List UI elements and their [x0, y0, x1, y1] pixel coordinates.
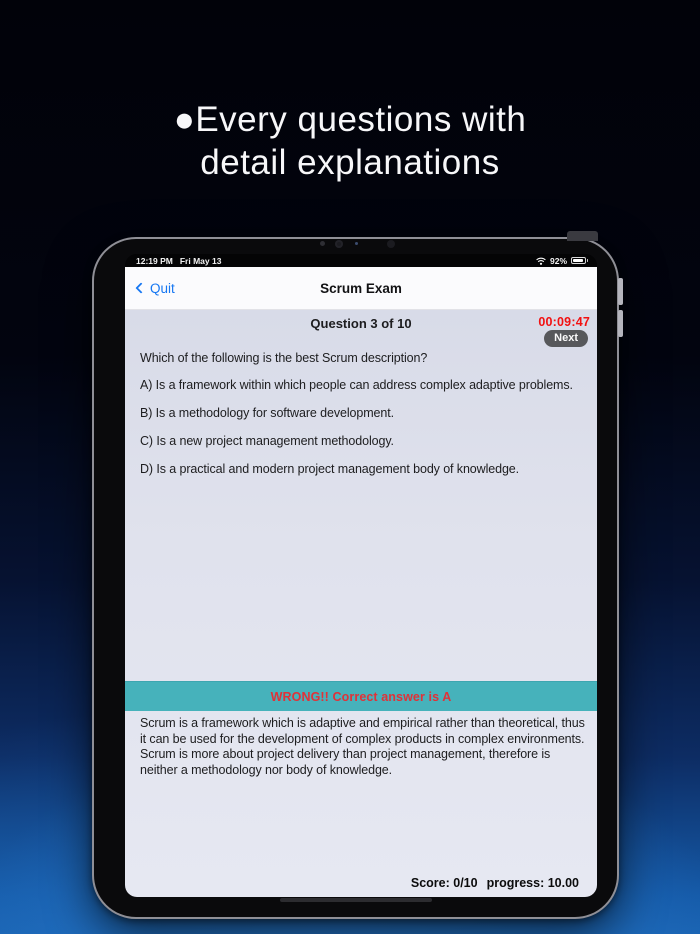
front-sensor-dot: [320, 241, 325, 246]
score-line: [411, 876, 579, 890]
front-camera-icon: [387, 240, 395, 248]
result-banner: [125, 681, 597, 711]
battery-fill: [573, 259, 583, 262]
app-screen: [125, 254, 597, 897]
answer-option-b[interactable]: B) Is a methodology for software development.: [140, 406, 394, 420]
quit-label: Quit: [150, 280, 175, 296]
ipad-volume-up-button: [618, 278, 623, 305]
home-indicator-bar: [280, 898, 432, 902]
ipad-device-frame: [92, 237, 619, 919]
progress-value: progress: 10.00: [486, 876, 579, 890]
status-bar-left: [136, 256, 221, 266]
front-camera-icon: [335, 240, 343, 248]
answer-option-d[interactable]: D) Is a practical and modern project management body of knowledge.: [140, 462, 520, 476]
navigation-bar: [125, 267, 597, 310]
status-time: 12:19 PM: [136, 255, 173, 266]
exam-content: [125, 310, 597, 897]
headline-line-2: detail explanations: [200, 143, 500, 182]
front-sensor-dot: [355, 242, 358, 245]
wifi-icon: [536, 257, 546, 265]
page-title: Scrum Exam: [320, 281, 402, 296]
quit-back-button[interactable]: [137, 267, 175, 309]
battery-percent: 92%: [549, 255, 567, 266]
question-text: Which of the following is the best Scrum description?: [140, 351, 428, 365]
status-bar-right: [536, 256, 586, 266]
next-button[interactable]: Next: [544, 330, 588, 347]
marketing-headline: [0, 98, 700, 184]
ipad-power-button: [567, 231, 598, 241]
ipad-volume-down-button: [618, 310, 623, 337]
answer-explanation: Scrum is a framework which is adaptive and empirical rather than theoretical, thus it can be used for the development of complex products in complex environments. Scrum is more about project delivery than project management, therefore is neither a methodology nor body of knowledge.: [140, 716, 585, 777]
battery-icon: [571, 257, 586, 264]
answer-options: [140, 377, 587, 489]
headline-line-1: ●Every questions with: [173, 100, 527, 139]
score-value: Score: 0/10: [410, 876, 478, 890]
countdown-timer: 00:09:47: [538, 315, 590, 329]
result-banner-text: WRONG!! Correct answer is A: [270, 689, 452, 704]
status-date: Fri May 13: [179, 255, 222, 266]
answer-option-a[interactable]: A) Is a framework within which people can address complex adaptive problems.: [140, 378, 573, 392]
answer-option-c[interactable]: C) Is a new project management methodology.: [140, 434, 394, 448]
question-progress: Question 3 of 10: [310, 316, 412, 331]
chevron-left-icon: [135, 282, 146, 293]
status-bar: [125, 254, 597, 267]
